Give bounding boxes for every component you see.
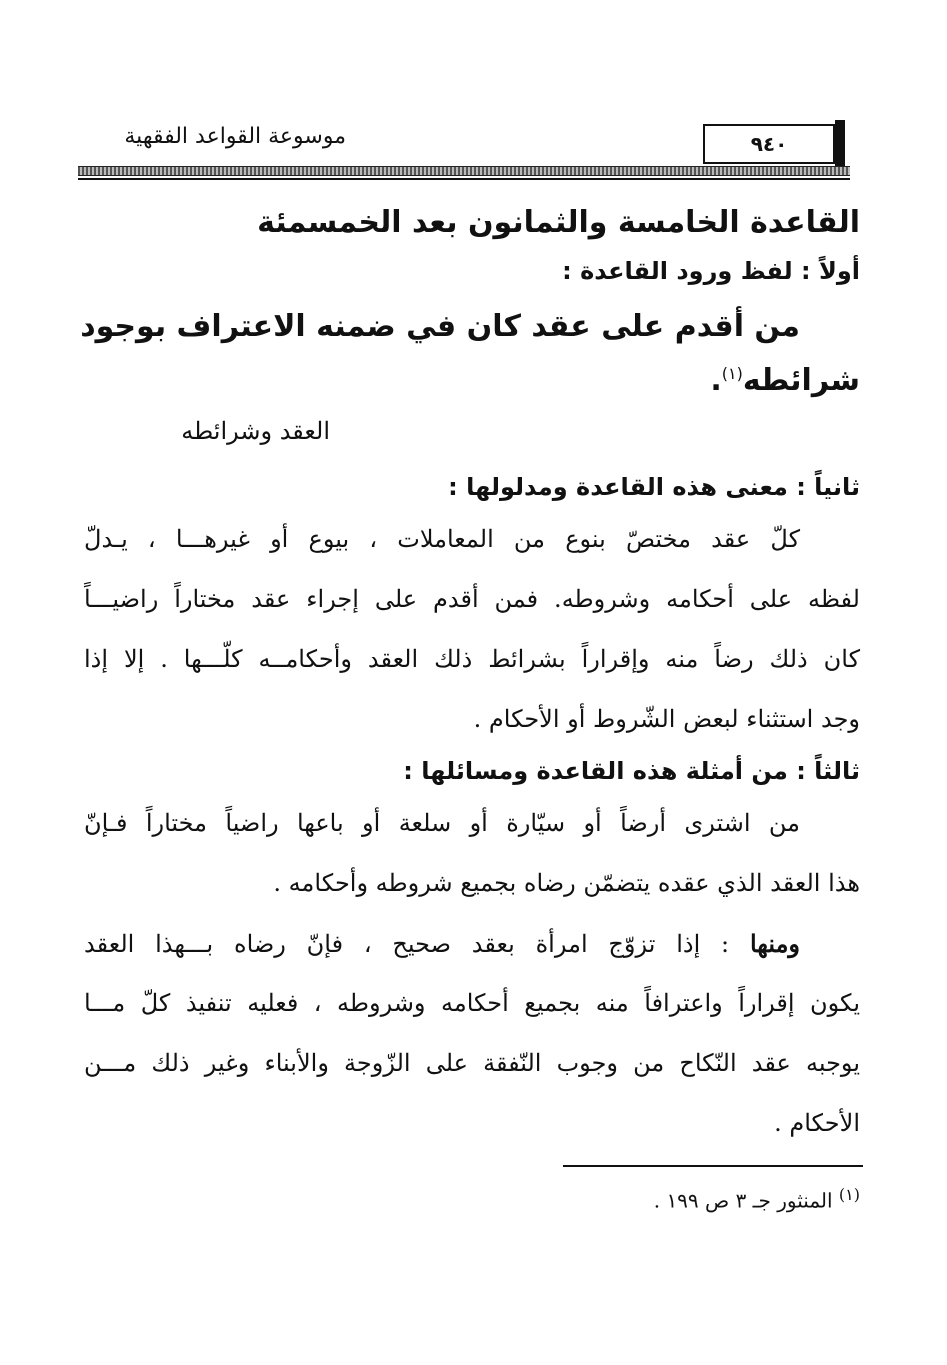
section-2-line-4: وجد استثناء لبعض الشّروط أو الأحكام .: [473, 705, 860, 733]
section-2-line-1: كلّ عقد مختصّ بنوع من المعاملات ، بيوع أو غيرهـــا ، يـدلّ: [84, 525, 800, 553]
section-3-para-1-line-2: هذا العقد الذي عقده يتضمّن رضاه بجميع شروطه وأحكامه .: [273, 869, 860, 897]
section-3-para-1-line-1: من اشترى أرضاً أو سيّارة أو سلعة أو باعها راضياً مختاراً فـإنّ: [84, 809, 800, 837]
page-number-spine: [835, 120, 845, 168]
section-3-para-2-line-3: يوجبه عقد النّكاح من وجوب النّفقة على الزّوجة والأبناء وغير ذلك مـــن: [84, 1049, 860, 1077]
page-body: [80, 205, 860, 1169]
para-2-lead: ومنها: [749, 929, 801, 958]
rule-title: القاعدة الخامسة والثمانون بعد الخمسمئة: [257, 205, 860, 240]
rule-text-end: .: [710, 363, 722, 398]
rule-alt-form-text: العقد وشرائطه: [181, 417, 330, 445]
section-2-line-2: لفظه على أحكامه وشروطه. فمن أقدم على إجراء عقد مختاراً راضيـــاً: [84, 585, 860, 613]
section-3-para-2-line-1: [84, 929, 860, 989]
page-number: ٩٤٠: [703, 124, 835, 164]
footnote-rule: [563, 1165, 863, 1167]
header-rule: [78, 166, 850, 176]
rule-text-line-2-text: شرائطه: [742, 363, 860, 398]
footnote-text: المنثور جـ ٣ ص ١٩٩ .: [653, 1188, 833, 1213]
section-1-heading: أولاً : لفظ ورود القاعدة :: [562, 257, 860, 285]
header-rule-thin: [78, 178, 850, 180]
footnote-ref: (١): [721, 364, 743, 383]
footnote: [540, 1185, 860, 1213]
section-3-para-2-line-4: الأحكام .: [774, 1109, 860, 1137]
section-2-line-3: كان ذلك رضاً منه وإقراراً بشرائط ذلك العقد وأحكامــه كلّـــها . إلا إذا: [84, 645, 860, 673]
section-2-heading: ثانياً : معنى هذه القاعدة ومدلولها :: [448, 473, 860, 501]
rule-alt-form: [84, 417, 860, 473]
para-2-first-rest: : إذا تزوّج امرأة بعقد صحيح ، فإنّ رضاه بـــهذا العقد: [84, 930, 730, 958]
rule-text-line-1: من أقدم على عقد كان في ضمنه الاعتراف بوجود: [80, 309, 800, 344]
section-3-para-2-line-2: يكون إقراراً واعترافاً منه بجميع أحكامه وشروطه ، فعليه تنفيذ كلّ مـــا: [84, 989, 860, 1017]
footnote-marker: (١): [838, 1185, 860, 1204]
book-title: موسوعة القواعد الفقهية: [124, 124, 346, 149]
page-header: [78, 112, 850, 184]
section-3-heading: ثالثاً : من أمثلة هذه القاعدة ومسائلها :: [403, 757, 860, 785]
rule-text-line-2: [84, 363, 860, 417]
